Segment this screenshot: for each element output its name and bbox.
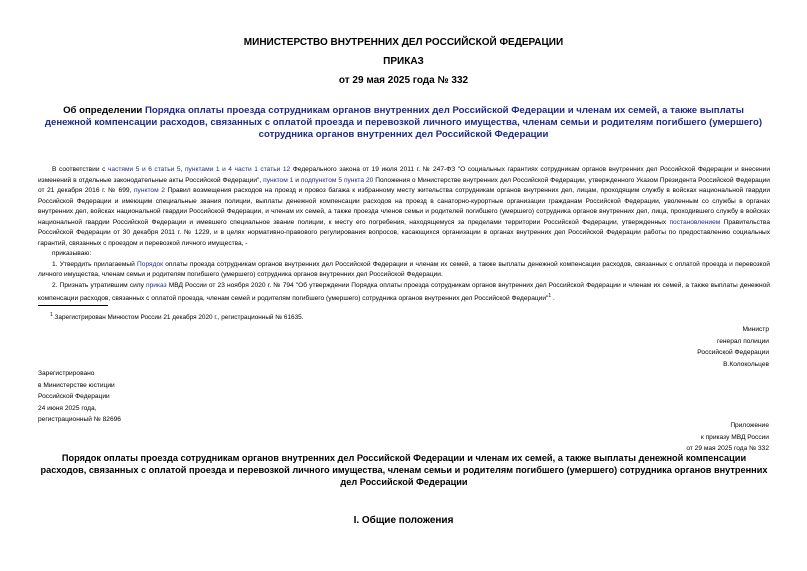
registration-line: регистрационный № 82696 <box>38 416 121 423</box>
footnote-ref[interactable]: 1 <box>548 293 552 299</box>
ministry-heading: МИНИСТЕРСТВО ВНУТРЕННИХ ДЕЛ РОССИЙСКОЙ ФЕДЕРАЦИИ <box>243 37 564 48</box>
preamble-text: Положения о Министерстве внутренних дел Российской Федерации, утвержденного Указом Президента Российской Федерации от 21 декабря 2016 г. № 699, <box>38 176 770 194</box>
registration-line: Зарегистрировано <box>38 370 95 377</box>
title-link[interactable]: Порядка оплаты проезда сотрудникам органов внутренних дел Российской Федерации и членам их семей, а также выплаты денежной компенсации расходов, связанных с оплатой проезда и перевозкой личного имущества, членам семьи и родителям погибшего (умершего) сотрудника органов внутренних дел Российской Федерации <box>44 105 763 140</box>
doc-date-number: от 29 мая 2025 года № 332 <box>338 75 469 86</box>
footnote <box>50 312 303 321</box>
doc-title <box>0 105 807 141</box>
law-link[interactable]: постановлением <box>669 218 721 226</box>
footnote-mark: 1 <box>50 312 53 318</box>
item-1-text: оплаты проезда сотрудникам органов внутренних дел Российской Федерации и членам их семей, а также выплаты денежной компенсации расходов, связанных с оплатой проезда и перевозкой личного имущества, членам семьи и родителям погибшего (умершего) сотрудника органов внутренних дел Российской Федерации. <box>38 260 770 278</box>
registration-line: 24 июня 2025 года, <box>38 404 97 412</box>
preamble-text: Правил возмещения расходов на проезд и провоз багажа к избранному месту жительства сотрудникам органов внутренних дел, лицам, проходящим службу в войсках национальной гвардии Российской Федерации и имеющим специальные звания полиции, выплаты денежной компенсации расходов на проезд в санаторно-курортные организации гражданам Российской Федерации, уволенным со службы в органах внутренних дел, войсках национальной гвардии Российской Федерации, и членам их семей, а также проезда членов семьи и родителей погибшего (умершего) сотрудника органов внутренних дел, лица, проходившего службу в войсках национальной гвардии Российской Федерации и имевшего специальное звание полиции, к месту его погребения, находящемуся за пределами территории Российской Федерации, утвержденных <box>38 187 771 226</box>
law-link[interactable]: пунктами 1 и 4 части 1 статьи 12 <box>184 166 291 173</box>
registration-block <box>38 368 121 426</box>
title-prefix: Об определении <box>63 105 145 116</box>
item-2-text: 2. Признать утратившим силу <box>52 281 147 289</box>
section-heading: I. Общие положения <box>353 515 454 526</box>
appendix-title: Порядок оплаты проезда сотрудникам органов внутренних дел Российской Федерации и членам их семей, а также выплаты денежной компенсации расходов, связанных с оплатой проезда и перевозкой личного имущества, членам семьи и родителям погибшего (умершего) сотрудника органов внутренних дел Российской Федерации <box>40 453 768 487</box>
order-word: приказываю: <box>52 250 92 257</box>
law-link[interactable]: подпунктом 5 пункта 20 <box>300 176 374 184</box>
appendix-line: к приказу МВД России <box>700 433 769 441</box>
preamble <box>38 165 770 305</box>
signature-block <box>569 324 769 370</box>
signature-line: генерал полиции <box>716 337 769 345</box>
item-2-text: . <box>551 295 555 303</box>
preamble-text: Правительства Российской Федерации от 30 декабря 2011 г. № 1229, и в целях нормативно-правового регулирования вопросов, касающихся организации в органах внутренних дел Российской Федерации работы по предоставлению социальных гарантий, связанных с проездом и перевозкой личного имущества, - <box>38 218 770 247</box>
signature-line: Российской Федерации <box>697 349 769 356</box>
footnote-divider <box>38 305 108 306</box>
item-2-text: МВД России от 23 ноября 2020 г. № 794 "Об утверждении Порядка оплаты проезда сотрудникам органов внутренних дел Российской Федерации и членам их семей, а также выплаты денежной компенсации расходов, связанных с оплатой проезда, членам семей и родителям погибшего (умершего) сотрудника органов внутренних дел Российской Федерации" <box>38 281 770 303</box>
preamble-text: и <box>293 176 301 184</box>
registration-line: в Министерстве юстиции <box>38 381 115 389</box>
order-link[interactable]: приказ <box>146 281 167 289</box>
item-1 <box>38 260 770 281</box>
item-2 <box>38 281 770 305</box>
signature-line: В.Колокольцев <box>723 360 769 368</box>
footnote-text: Зарегистрирован Минюстом России 21 декабря 2020 г., регистрационный № 61635. <box>52 314 304 322</box>
doc-type: ПРИКАЗ <box>383 56 424 67</box>
signature-line: Министр <box>742 326 769 333</box>
appendix-line: Приложение <box>730 422 769 429</box>
preamble-text: , <box>180 166 185 173</box>
item-1-text: 1. Утвердить прилагаемый <box>52 260 138 268</box>
law-link[interactable]: частями 5 и 6 статьи 5 <box>107 166 181 173</box>
preamble-text: В соответствии с <box>52 166 108 173</box>
appendix-line: от 29 мая 2025 года № 332 <box>686 445 769 452</box>
law-link[interactable]: пунктом 1 <box>263 176 294 184</box>
registration-line: Российской Федерации <box>38 393 110 400</box>
order-link[interactable]: Порядок <box>137 260 164 268</box>
preamble-text: Федерального закона от 19 июля 2011 г. № 247-ФЗ "О социальных гарантиях сотрудникам органов внутренних дел Российской Федерации и внесении изменений в отдельные законодательные акты Российской Федерации", <box>38 166 771 184</box>
appendix-header <box>686 420 769 455</box>
law-link[interactable]: пунктом 2 <box>133 187 165 194</box>
